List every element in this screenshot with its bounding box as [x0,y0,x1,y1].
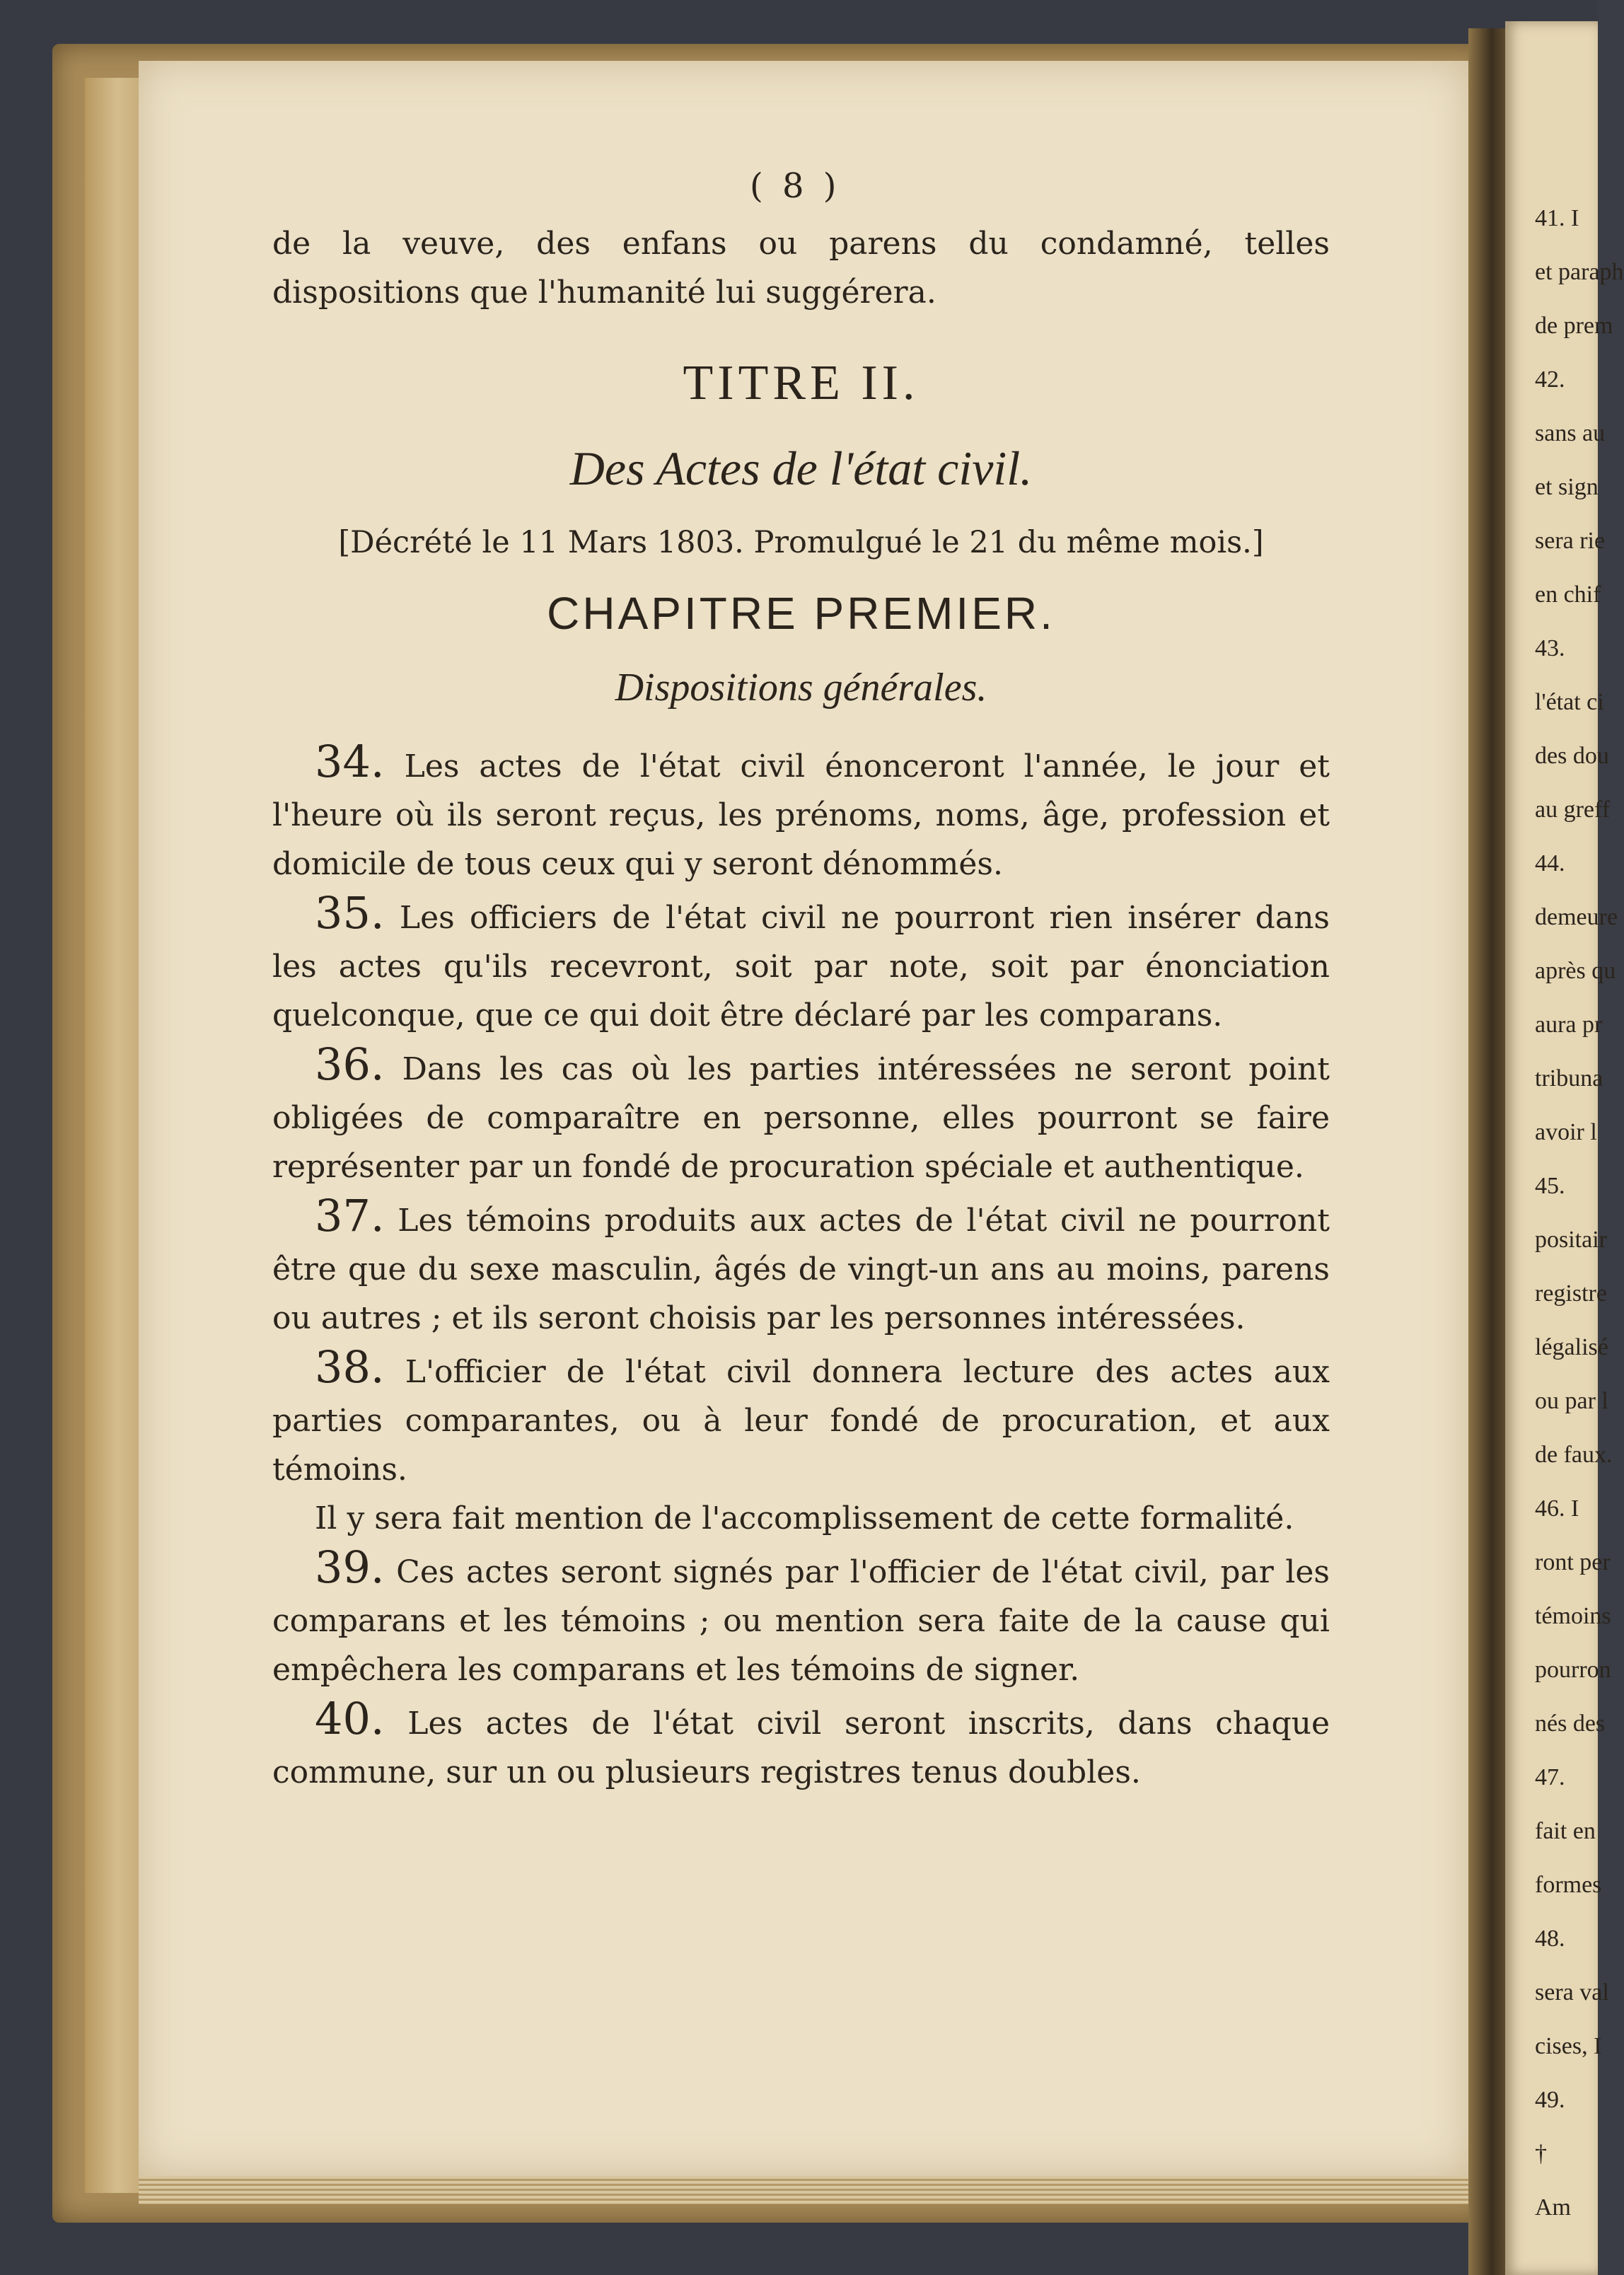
facing-page-fragment: ou par l [1535,1388,1608,1414]
facing-page-fragment: demeure [1535,904,1618,930]
facing-page-fragment: tribuna [1535,1065,1603,1092]
facing-page-fragment: 49. [1535,2087,1565,2113]
facing-page-fragment: 43. [1535,635,1565,661]
facing-page-fragment: sera val [1535,1979,1609,2005]
facing-page-fragment: de faux. [1535,1442,1613,1468]
facing-page-fragment: formes [1535,1872,1602,1898]
article-text: Les actes de l'état civil seront inscrits, dans chaque commune, sur un ou plusieurs registres tenus doubles. [272,1706,1330,1790]
article-40 [272,1694,1330,1797]
article-number: 38. [315,1341,385,1393]
facing-page-fragment: 42. [1535,366,1565,393]
facing-page-fragment: en chif [1535,581,1601,608]
facing-page-fragment: 44. [1535,850,1565,876]
article-number: 39. [315,1541,385,1593]
facing-page-fragment: fait en [1535,1818,1596,1844]
facing-page-fragment: avoir l [1535,1119,1597,1145]
facing-page-fragment: 41. I [1535,205,1579,231]
section-heading: Dispositions générales. [615,666,987,710]
article-34 [272,737,1330,888]
facing-page-fragment: et sign [1535,474,1599,500]
page-stack-left [85,78,139,2193]
facing-page-fragment: pourron [1535,1657,1611,1683]
page-text [272,170,1330,1797]
article-number: 36. [315,1038,385,1090]
facing-page-fragment: sera rie [1535,528,1606,554]
page-number: ( 8 ) [750,166,841,206]
article-37 [272,1191,1330,1343]
article-text: Les officiers de l'état civil ne pourront rien insérer dans les actes qu'ils recevront, soit par note, soit par énonciation quelconque, que ce qui doit être déclaré par les comparans. [272,900,1330,1034]
title: TITRE II. [683,356,920,410]
article-38 [272,1343,1330,1494]
facing-page-fragment: au greff [1535,797,1611,823]
facing-page-fragment: des dou [1535,743,1609,769]
intro-paragraph: de la veuve, des enfans ou parens du condamné, telles dispositions que l'humanité lui suggérera. [272,226,1330,311]
book-gutter [1468,28,1511,2275]
facing-page-fragment: après qu [1535,958,1616,984]
article-text: Les actes de l'état civil énonceront l'année, le jour et l'heure où ils seront reçus, les prénoms, noms, âge, profession et domicile de tous ceux qui y seront dénommés. [272,748,1330,882]
facing-page-fragment: 45. [1535,1173,1565,1199]
decree-line: [Décrété le 11 Mars 1803. Promulgué le 21 du même mois.] [338,525,1264,560]
facing-page-fragment: sans au [1535,420,1606,446]
facing-page-fragment: légalisé [1535,1334,1608,1360]
article-36 [272,1040,1330,1191]
article-number: 37. [315,1190,385,1241]
facing-page-fragment: Am [1535,2194,1571,2221]
article-number: 34. [315,736,385,787]
chapter-heading: CHAPITRE PREMIER. [547,588,1055,639]
facing-page-fragment: registre [1535,1280,1607,1307]
facing-page-fragment: nés des [1535,1710,1606,1737]
facing-page-fragment: et paraph [1535,259,1624,285]
article-text: Ces actes seront signés par l'officier de l'état civil, par les comparans et les témoins ; ou mention sera faite de la cause qui empêchera les comparans et les témoins de signer. [272,1554,1330,1688]
facing-page-fragment: 47. [1535,1764,1565,1790]
facing-page-fragment: 46. I [1535,1495,1579,1522]
subtitle: Des Actes de l'état civil. [569,441,1033,495]
facing-page-fragment: cises, I [1535,2033,1602,2059]
article-38-continuation [272,1494,1330,1543]
facing-page-fragment: 48. [1535,1926,1565,1952]
article-text: Il y sera fait mention de l'accomplissement de cette formalité. [315,1500,1294,1536]
facing-page-fragment: † [1535,2141,1547,2167]
page-stack-bottom [139,2176,1468,2204]
facing-page-fragment: de prem [1535,313,1613,339]
article-text: L'officier de l'état civil donnera lecture des actes aux parties comparantes, ou à leur fondé de procuration, et aux témoins. [272,1354,1330,1488]
facing-page-fragment: aura pr [1535,1012,1603,1038]
article-35 [272,888,1330,1040]
facing-page-fragment: témoins [1535,1603,1611,1629]
facing-page-fragment: ront per [1535,1549,1611,1575]
article-39 [272,1543,1330,1694]
article-text: Dans les cas où les parties intéressées ne seront point obligées de comparaître en personne, elles pourront se faire représenter par un fondé de procuration spéciale et authentique. [272,1051,1330,1185]
facing-page-fragment: positair [1535,1227,1607,1253]
article-number: 35. [315,887,385,939]
article-number: 40. [315,1693,385,1744]
facing-page-fragment: l'état ci [1535,689,1604,715]
article-text: Les témoins produits aux actes de l'état civil ne pourront être que du sexe masculin, âgés de vingt-un ans au moins, parens ou autres ; et ils seront choisis par les personnes intéressées. [272,1203,1330,1336]
